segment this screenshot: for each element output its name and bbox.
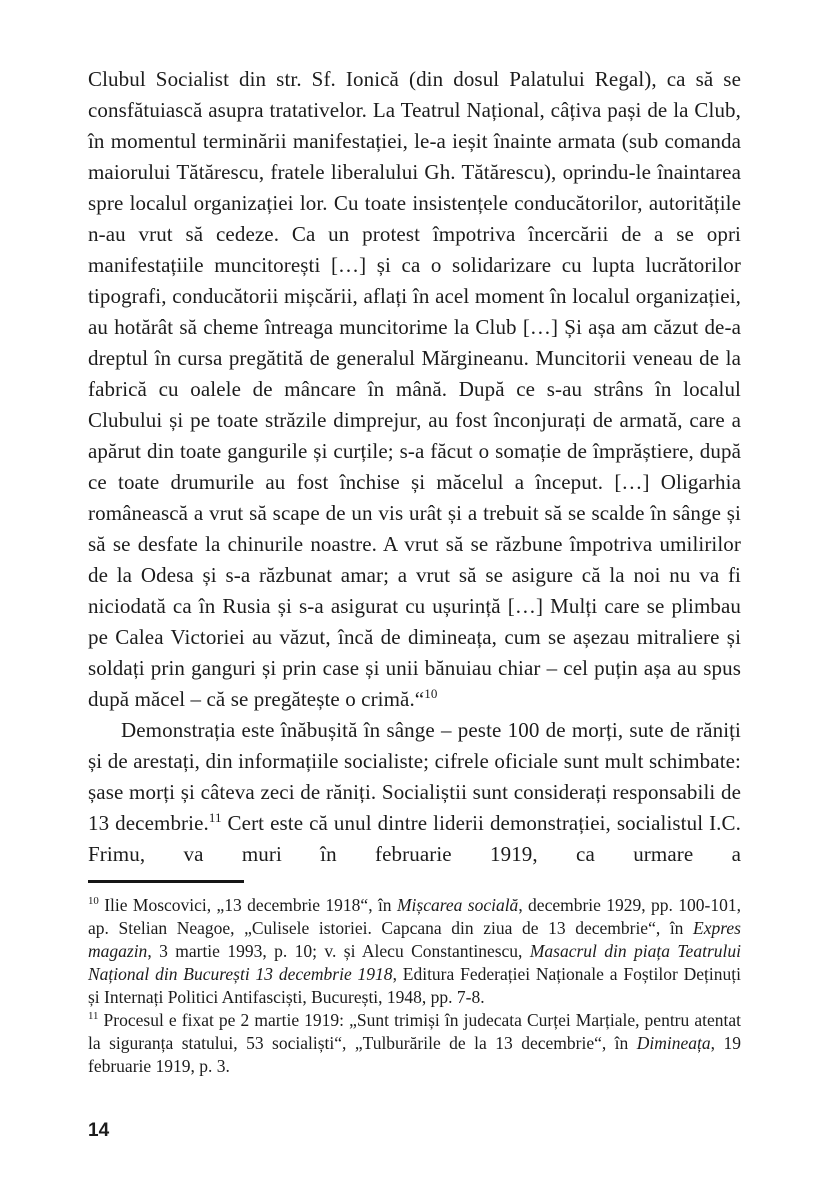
footnote-ref: 10 — [424, 686, 438, 701]
footnote — [88, 1009, 741, 1078]
text-run: , decembrie 1929, pp. 100-101, ap. Stelian Neagoe, „Culisele istoriei. Capcana din ziua de 13 decembrie“, în — [88, 895, 742, 938]
footnote-ref: 11 — [208, 810, 222, 825]
text-run: Cert este că unul dintre liderii demonstrației, socialistul I.C. Frimu, va muri în februarie 1919, ca urmare a — [88, 811, 741, 866]
page-number: 14 — [88, 1120, 110, 1141]
text-run: Procesul e fixat pe 2 martie 1919: „Sunt trimiși în judecata Curței Marțiale, pentru atentat la siguranța statului, 53 socialiști“, „Tulburările de la 13 decembrie“, în — [88, 1010, 741, 1053]
text-run: Clubul Socialist din str. Sf. Ionică (din dosul Palatului Regal), ca să se consfătuiască asupra tratativelor. La Teatrul Național, câțiva pași de la Club, în momentul terminării manifestației, le-a ieșit înainte armata (sub comanda maiorului Tătărescu, fratele liberalului Gh. Tătărescu), oprindu-le înaintarea spre localul organizației lor. Cu toate insistențele conducătorilor, autoritățile n-au vrut să cedeze. Ca un protest împotriva încercării de a se opri manifestațiile muncitorești […] și ca o solidarizare cu lupta lucrătorilor tipografi, conducătorii mișcării, aflați în acel moment în localul organizației, au hotărât să cheme întreaga muncitorime la Club […] Și așa am căzut de-a dreptul în cursa pregătită de generalul Mărgineanu. Muncitorii veneau de la fabrică cu oalele de mâncare în mână. După ce s-au strâns în localul Clubului și pe toate străzile dimprejur, au fost înconjurați de armată, care a apărut din toate gangurile și curțile; s-a făcut o somație de împrăștiere, după ce toate drumurile au fost închise și măcelul a început. […] Oligarhia românească a vrut să scape de un vis urât și a trebuit să se scalde în sânge și să se desfate la chinurile noastre. A vrut să se răzbune împotriva umilirilor de la Odesa și s-a răzbunat amar; a vrut să se asigure că la noi nu va fi niciodată ca în Rusia și s-a asigurat cu ușurință […] Mulți care se plimbau pe Calea Victoriei au văzut, încă de dimineața, cum se așezau mitraliere și soldați prin ganguri și prin case și unii bănuiau chiar – cel puțin așa au spus după măcel – că se pregătește o crimă.“ — [88, 67, 741, 711]
paragraph — [88, 64, 741, 715]
footnote-marker: 10 — [88, 895, 99, 908]
text-run: Masacrul din piața Teatrului Național din București 13 decembrie 1918 — [88, 941, 741, 984]
text-run: , 19 februarie 1919, p. 3. — [88, 1033, 741, 1076]
text-run: Ilie Moscovici, „13 decembrie 1918“, în — [98, 895, 397, 915]
text-run: Dimineața — [636, 1033, 711, 1053]
text-run: Mișcarea socială — [396, 895, 519, 915]
paragraph — [88, 715, 741, 870]
footnote — [88, 894, 741, 1009]
text-run: , 3 martie 1993, p. 10; v. și Alecu Constantinescu, — [147, 941, 530, 961]
footnote-separator — [88, 880, 244, 883]
text-run: Expres magazin — [88, 918, 741, 961]
body-text — [88, 64, 741, 870]
text-block — [88, 64, 741, 1078]
text-run: , Editura Federației Naționale a Foștilor Deținuți și Internați Politici Antifasciști, București, 1948, pp. 7-8. — [88, 964, 741, 1007]
footnote-marker: 11 — [88, 1010, 99, 1023]
text-run: Demonstrația este înăbușită în sânge – peste 100 de morți, sute de răniți și de arestați, din informațiile socialiste; cifrele oficiale sunt mult schimbate: șase morți și câteva zeci de răniți. Socialiștii sunt considerați responsabili de 13 decembrie. — [88, 718, 741, 835]
footnotes — [88, 894, 741, 1078]
